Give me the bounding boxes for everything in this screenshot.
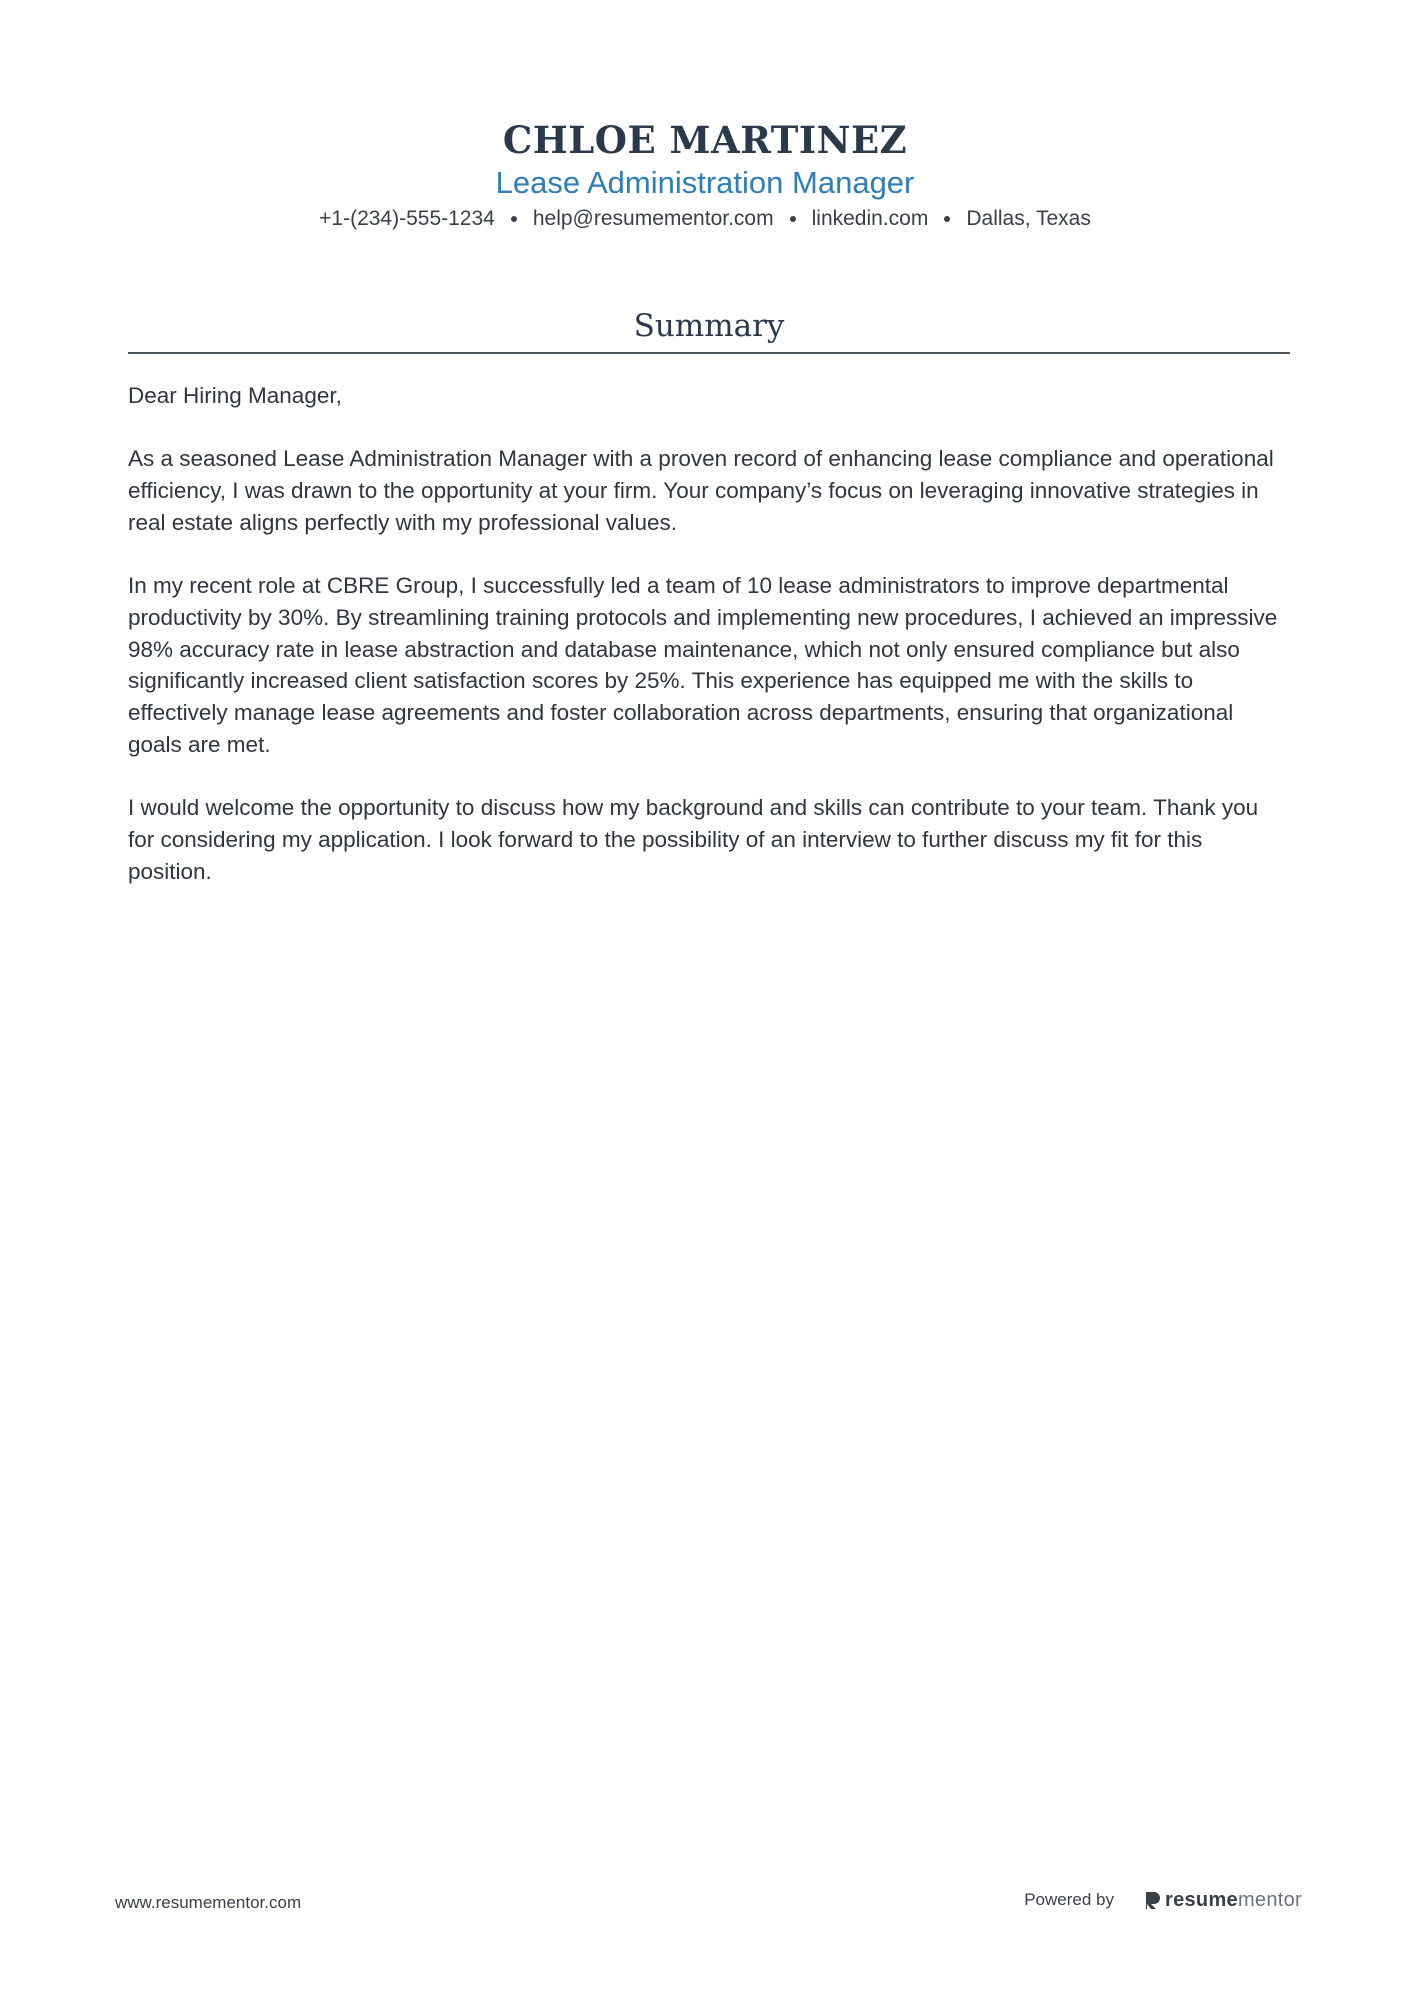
bullet-separator-icon — [790, 216, 796, 222]
job-title: Lease Administration Manager — [495, 165, 915, 200]
section-title: Summary — [633, 308, 785, 344]
section-divider — [128, 352, 1290, 354]
footer-website[interactable]: www.resumementor.com — [115, 1893, 302, 1912]
paragraph-intro: As a seasoned Lease Administration Manager with a proven record of enhancing lease compliance and operational efficiency, I was drawn to the opportunity at your firm. Your company’s focus on leveraging innovative strategies in real estate aligns perfectly with my professional values. — [128, 446, 1274, 535]
email-address[interactable]: help@resumementor.com — [532, 207, 774, 230]
powered-by-label: Powered by — [1024, 1890, 1114, 1909]
bullet-separator-icon — [944, 216, 950, 222]
paragraph-closing: I would welcome the opportunity to discuss how my background and skills can contribute to your team. Thank you for considering my application. I look forward to the possibility of an interview to further discuss my fit for this position. — [128, 795, 1259, 884]
bullet-separator-icon — [511, 216, 517, 222]
logo-wordmark-light: mentor — [1237, 1889, 1302, 1911]
phone-number: +1-(234)-555-1234 — [319, 207, 495, 230]
contact-line — [0, 205, 1410, 233]
resumementor-logo[interactable] — [1144, 1889, 1302, 1911]
logo-wordmark — [1165, 1889, 1302, 1911]
letter-body — [128, 380, 1290, 919]
paragraph-experience: In my recent role at CBRE Group, I successfully led a team of 10 lease administrators to improve departmental productivity by 30%. By streamlining training protocols and implementing new procedures, I achieved an impressive 98% accuracy rate in lease abstraction and database maintenance, which not only ensured compliance but also significantly increased client satisfaction scores by 25%. This experience has equipped me with the skills to effectively manage lease agreements and foster collaboration across departments, ensuring that organizational goals are met. — [128, 573, 1278, 757]
footer-branding — [1024, 1889, 1302, 1911]
candidate-name: CHLOE MARTINEZ — [502, 118, 908, 162]
linkedin-link[interactable]: linkedin.com — [811, 207, 929, 230]
salutation: Dear Hiring Manager, — [128, 383, 342, 408]
logo-wordmark-bold: resume — [1165, 1889, 1238, 1911]
location: Dallas, Texas — [966, 207, 1091, 230]
resumementor-logo-icon — [1144, 1890, 1162, 1910]
header — [0, 118, 1410, 233]
